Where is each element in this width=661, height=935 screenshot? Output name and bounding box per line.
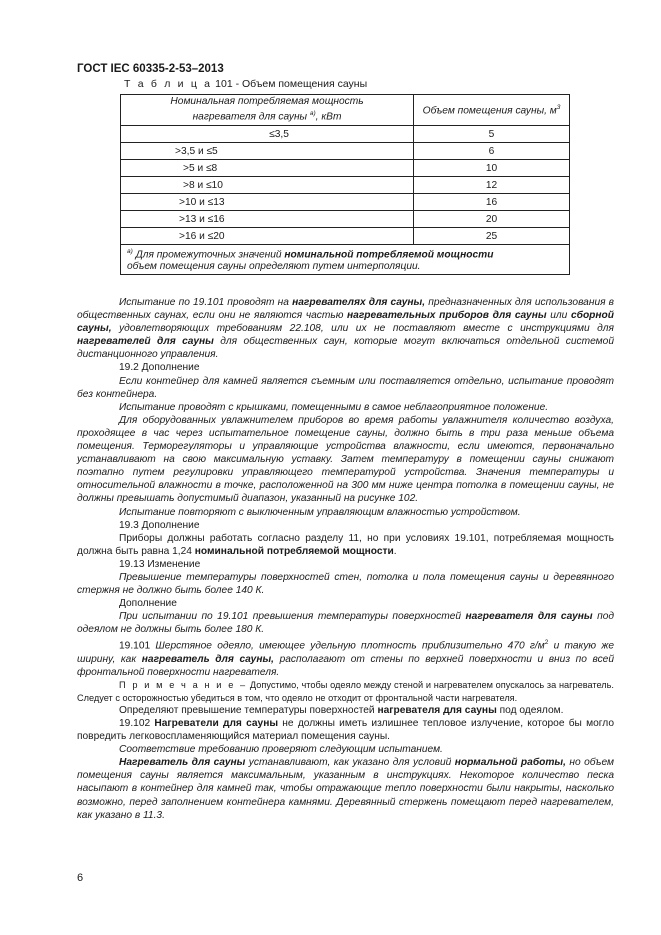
term-run: сборной сауны, bbox=[77, 310, 614, 335]
term-run: нагревателей для сауны bbox=[77, 336, 214, 348]
table-caption bbox=[124, 78, 367, 90]
text-run: под одеялом не должны быть более 180 К. bbox=[77, 611, 614, 636]
note bbox=[77, 679, 614, 704]
paragraph-temperature: Превышение температуры поверхностей стен, потолка и пола помещения сауны и деревянного стержня не должно быть более 140 К. bbox=[77, 571, 614, 597]
header-power-unit: , кВт bbox=[315, 111, 342, 123]
text-run: удовлетворяющих требованиям 22.108, или их не поставляют вместе с инструкциями для bbox=[111, 323, 614, 335]
term-run: нагреватель для сауны, bbox=[141, 653, 275, 665]
header-power-line1: Номинальная потребляемая мощность bbox=[170, 96, 364, 108]
volume-cell: 5 bbox=[414, 126, 570, 143]
header-power bbox=[121, 95, 414, 126]
text-run: не должны иметь излишнее тепловое излучение, которое бы могло повредить легковоспламеняющийся материал помещения сауны. bbox=[77, 718, 614, 743]
header-volume bbox=[414, 95, 570, 126]
paragraph-humidifier: Для оборудованных увлажнителем приборов во время работы увлажнителя количество воздуха, проходящее в час через испытательное помещение сауны, должно быть в три раза меньше объема помещения. Терморегуляторы и управляющие устройства влажности, если имеются, первоначально устанавливают на свою максимальную уставку. Затем температуру в помещении сауны снижают поэтапно путем регулировки управляющего температурой устройства. Значения температуры и относительной влажности в точке, расположенной на 300 мм ниже центра потолка в помещении сауны, не должны превышать допустимый диапазон, указанный на рисунке 102. bbox=[77, 414, 614, 505]
table-row bbox=[121, 228, 570, 245]
text-run: . bbox=[393, 545, 397, 557]
note-text: Допустимо, чтобы одеяло между стеной и нагревателем опускалось за нагреватель. Следует с осторожностью убедиться в том, что одеяло не отходит от фронтальной части нагревателя. bbox=[77, 680, 614, 703]
paragraph-19-102 bbox=[77, 717, 614, 743]
page-number: 6 bbox=[77, 872, 84, 884]
text-run: но объем помещения сауны является максимальным, указанным в инструкциях. Некоторое количество песка насыпают в контейнер для камней так, чтобы отражающие тепло поверхности были накрыты, насколько возможно, перед заполнением контейнера камнями. Деревянный стержень помещают перед нагревателем, как указано в 11.3. bbox=[77, 757, 614, 821]
section-19-13: 19.13 Изменение bbox=[119, 558, 201, 570]
paragraph-test-scope bbox=[77, 296, 614, 361]
text-run: располагают от стены по верхней поверхности и вниз по всей фронтальной поверхности нагревателя. bbox=[77, 653, 615, 679]
superscript: 2 bbox=[544, 639, 549, 647]
volume-cell: 10 bbox=[414, 160, 570, 177]
text-run: При испытании по 19.101 превышения температуры поверхностей bbox=[119, 611, 466, 623]
term-run: нагревателя для сауны bbox=[377, 704, 497, 716]
power-cell: >13 и ≤16 bbox=[121, 211, 414, 228]
table-row bbox=[121, 177, 570, 194]
text-run: под одеялом. bbox=[496, 704, 564, 716]
text-run: для общественных саун, которые могут включаться отдельной системой дистанционного управления. bbox=[77, 336, 614, 361]
paragraph-19-101 bbox=[77, 636, 614, 679]
term-run: Нагреватель для сауны bbox=[119, 757, 246, 769]
table-header-row bbox=[121, 95, 570, 126]
text-run: устанавливают, как указано для условий bbox=[245, 757, 455, 769]
clause-number: 19.102 bbox=[119, 718, 155, 730]
table-footnote-row bbox=[121, 245, 570, 275]
volume-cell: 25 bbox=[414, 228, 570, 245]
text-run: Определяют превышение температуры поверхностей bbox=[119, 704, 378, 716]
table-caption-title: 101 - Объем помещения сауны bbox=[215, 78, 368, 90]
paragraph-container: Если контейнер для камней является съемным или поставляется отдельно, испытание проводят без контейнера. bbox=[77, 375, 614, 400]
section-19-2: 19.2 Дополнение bbox=[119, 362, 200, 374]
table-row bbox=[121, 160, 570, 177]
power-cell: >3,5 и ≤5 bbox=[121, 143, 414, 160]
clause-number: 19.101 bbox=[119, 640, 156, 652]
term-run: нагревателя для сауны bbox=[465, 611, 593, 623]
table-row bbox=[121, 194, 570, 211]
paragraph-determine bbox=[77, 704, 614, 717]
term-run: номинальной потребляемой мощности bbox=[194, 545, 394, 557]
volume-cell: 6 bbox=[414, 143, 570, 160]
main-text bbox=[77, 296, 614, 822]
text-run: Приборы должны работать согласно разделу 11, но при условиях 19.101, потребляемая мощность должна быть равна 1,24 bbox=[77, 532, 614, 557]
text-run: и такую же ширину, как bbox=[77, 640, 615, 665]
header-power-sup: а) bbox=[309, 110, 316, 118]
table-row bbox=[121, 143, 570, 160]
term-run: нагревательных приборов для сауны bbox=[347, 310, 547, 322]
power-cell: ≤3,5 bbox=[121, 126, 414, 143]
header-power-line2: нагревателя для сауны bbox=[192, 111, 308, 123]
power-cell: >10 и ≤13 bbox=[121, 194, 414, 211]
term-run: нагревателях для сауны, bbox=[292, 297, 426, 308]
text-run: предназначенных для использования в общественных саунах, если они не являются частью bbox=[77, 297, 614, 322]
power-cell: >5 и ≤8 bbox=[121, 160, 414, 177]
header-volume-text: Объем помещения сауны, м bbox=[422, 105, 557, 117]
paragraph-lids: Испытание проводят с крышками, помещенными в самое неблагоприятное положение. bbox=[119, 401, 549, 413]
paragraph-installation bbox=[77, 756, 614, 821]
text-run: Шерстяное одеяло, имеющее удельную плотность приблизительно 470 г/м bbox=[155, 640, 545, 652]
volume-cell: 12 bbox=[414, 177, 570, 194]
paragraph-blanket-limit bbox=[77, 610, 614, 636]
text-run: Испытание по 19.101 проводят на bbox=[119, 297, 293, 308]
power-cell: >8 и ≤10 bbox=[121, 177, 414, 194]
sauna-volume-table bbox=[120, 94, 570, 275]
paragraph-power bbox=[77, 532, 614, 558]
table-row bbox=[121, 211, 570, 228]
volume-cell: 16 bbox=[414, 194, 570, 211]
table-caption-prefix: Т а б л и ц а bbox=[124, 78, 213, 90]
term-run: Нагреватели для сауны bbox=[154, 718, 279, 730]
table-row bbox=[121, 126, 570, 143]
document-code: ГОСТ IEC 60335-2-53–2013 bbox=[77, 63, 224, 75]
section-addition: Дополнение bbox=[119, 598, 177, 610]
section-19-3: 19.3 Дополнение bbox=[119, 519, 200, 531]
power-cell: >16 и ≤20 bbox=[121, 228, 414, 245]
header-volume-sup: 3 bbox=[556, 104, 561, 112]
paragraph-compliance: Соответствие требованию проверяют следующим испытанием. bbox=[119, 744, 443, 756]
footnote-text-c: объем помещения сауны определяют путем интерполяции. bbox=[127, 261, 421, 273]
term-run: нормальной работы, bbox=[454, 757, 566, 769]
text-run: или bbox=[546, 310, 571, 322]
footnote-sup: а) bbox=[127, 248, 133, 255]
paragraph-repeat: Испытание повторяют с выключенным управляющим влажностью устройством. bbox=[119, 506, 521, 518]
footnote-term: номинальной потребляемой мощности bbox=[284, 249, 494, 261]
volume-cell: 20 bbox=[414, 211, 570, 228]
footnote-text-a: Для промежуточных значений bbox=[132, 249, 285, 261]
table-footnote bbox=[121, 245, 570, 275]
note-label: П р и м е ч а н и е – bbox=[119, 680, 248, 691]
